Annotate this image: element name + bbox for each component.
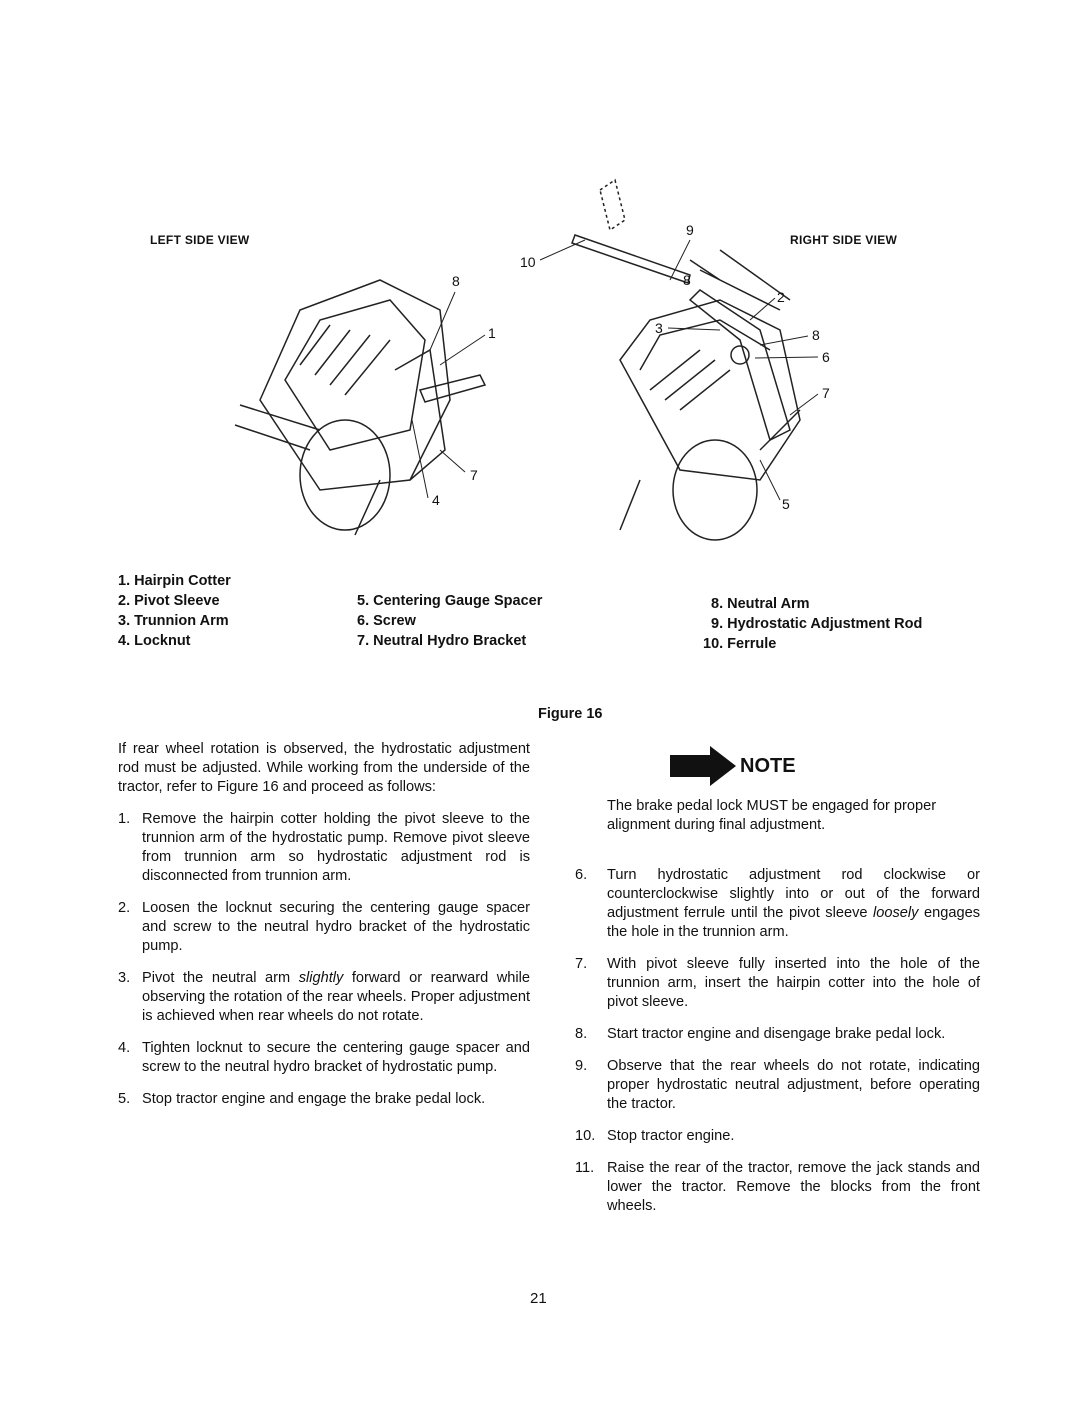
right-column	[575, 866, 980, 1229]
legend-column-3	[703, 594, 922, 654]
callout-8: 8	[683, 272, 691, 288]
intro-paragraph: If rear wheel rotation is observed, the hydrostatic adjustment rod must be adjusted. While working from the underside of the tractor, refer to Figure 16 and proceed as follows:	[118, 741, 530, 795]
callout-8: 8	[452, 273, 460, 289]
step-10: 10. Stop tractor engine.	[575, 1128, 735, 1144]
page-number: 21	[530, 1290, 547, 1307]
note-text: The brake pedal lock MUST be engaged for proper alignment during final adjustment.	[607, 798, 937, 833]
step-3: 3. Pivot the neutral arm slightly forward or rearward while observing the rotation of the rear wheels. Proper adjustment is achieved when rear wheels do not rotate.	[118, 970, 530, 1024]
callout-5: 5	[782, 496, 790, 512]
legend-column-1	[118, 571, 231, 651]
left-side-view-label: LEFT SIDE VIEW	[150, 233, 250, 247]
step-11: 11. Raise the rear of the tractor, remove the jack stands and lower the tractor. Remove the blocks from the front wheels.	[575, 1160, 980, 1214]
step-4: 4. Tighten locknut to secure the centering gauge spacer and screw to the neutral hydro bracket of hydrostatic pump.	[118, 1040, 530, 1075]
callout-7: 7	[822, 385, 830, 401]
callout-3: 3	[655, 320, 663, 336]
left-pump-drawing	[235, 280, 485, 535]
left-column	[118, 740, 530, 1122]
step-9: 9. Observe that the rear wheels do not rotate, indicating proper hydrostatic neutral adjustment, before operating the tractor.	[575, 1058, 980, 1112]
callout-9: 9	[686, 222, 694, 238]
right-pump-drawing	[620, 250, 800, 540]
step-1: 1. Remove the hairpin cotter holding the pivot sleeve to the trunnion arm of the hydrostatic pump. Remove pivot sleeve from trunnion arm so hydrostatic adjustment rod is disconnected from trunnion arm.	[118, 811, 530, 884]
legend-item: 1. Hairpin Cotter	[118, 573, 231, 589]
callout-2: 2	[777, 289, 785, 305]
legend-item: 10. Ferrule	[703, 636, 777, 652]
figure-caption: Figure 16	[538, 706, 603, 722]
step-2: 2. Loosen the locknut securing the centering gauge spacer and screw to the neutral hydro bracket of the hydrostatic pump.	[118, 900, 530, 954]
step-6: 6. Turn hydrostatic adjustment rod clockwise or counterclockwise slightly into or out of the forward adjustment ferrule until the pivot sleeve loosely engages the hole in the trunnion arm.	[575, 867, 980, 940]
right-side-view-label: RIGHT SIDE VIEW	[790, 233, 898, 247]
legend-item: 8. Neutral Arm	[711, 596, 810, 612]
step-7: 7. With pivot sleeve fully inserted into the hole of the trunnion arm, insert the hairpin cotter into the hole of pivot sleeve.	[575, 956, 980, 1010]
legend-column-2	[357, 591, 542, 651]
legend-item: 2. Pivot Sleeve	[118, 593, 220, 609]
note-heading	[670, 746, 796, 786]
note-title: NOTE	[740, 754, 796, 777]
step-5: 5. Stop tractor engine and engage the brake pedal lock.	[118, 1091, 486, 1107]
rod-drawing	[572, 180, 690, 283]
callout-1: 1	[488, 325, 496, 341]
callout-6: 6	[822, 349, 830, 365]
right-callouts	[655, 272, 830, 512]
step-8: 8. Start tractor engine and disengage brake pedal lock.	[575, 1026, 946, 1042]
legend-item: 4. Locknut	[118, 633, 191, 649]
left-callouts	[412, 273, 496, 508]
top-callouts	[520, 222, 694, 280]
callout-10: 10	[520, 254, 536, 270]
legend-item: 6. Screw	[357, 613, 416, 629]
callout-8: 8	[812, 327, 820, 343]
legend-item: 5. Centering Gauge Spacer	[357, 593, 543, 609]
callout-4: 4	[432, 492, 440, 508]
legend-item: 7. Neutral Hydro Bracket	[357, 633, 527, 649]
arrow-right-icon	[670, 746, 736, 786]
figure-16-illustration	[0, 150, 1080, 570]
legend-item: 9. Hydrostatic Adjustment Rod	[711, 616, 923, 632]
callout-7: 7	[470, 467, 478, 483]
legend-item: 3. Trunnion Arm	[118, 613, 229, 629]
